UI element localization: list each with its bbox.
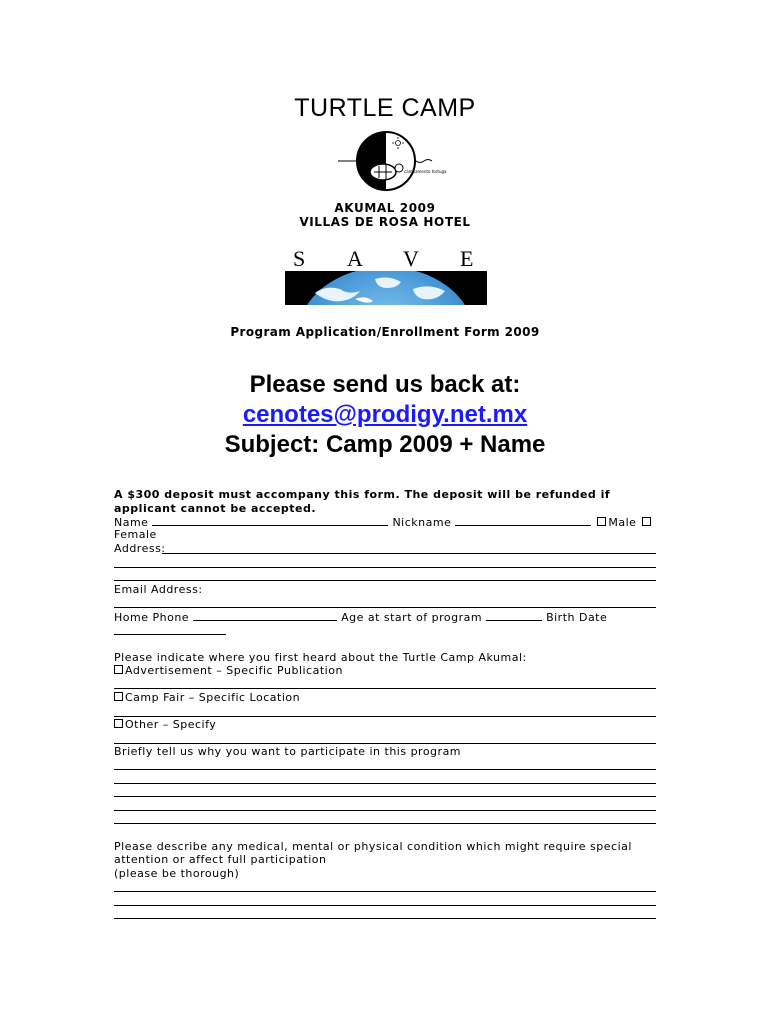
email-label: Email Address: bbox=[114, 583, 203, 596]
male-checkbox[interactable] bbox=[597, 517, 606, 526]
deposit-notice: A $300 deposit must accompany this form. The deposit will be refunded if applicant cannot be accepted. bbox=[114, 488, 611, 515]
female-label: Female bbox=[114, 528, 157, 541]
page-title: TURTLE CAMP bbox=[294, 94, 476, 122]
medical-prompt-line-1: Please describe any medical, mental or physical condition which might require special bbox=[114, 840, 632, 853]
camp-fair-label: Camp Fair – Specific Location bbox=[125, 691, 301, 704]
location-line-2: VILLAS DE ROSA HOTEL bbox=[299, 215, 471, 229]
age-input-line[interactable] bbox=[486, 610, 542, 621]
medical-prompt-line-3: (please be thorough) bbox=[114, 867, 240, 880]
contact-email-link[interactable]: cenotes@prodigy.net.mx bbox=[242, 401, 528, 428]
male-label: Male bbox=[608, 516, 637, 529]
medical-prompt-line-2: attention or affect full participation bbox=[114, 853, 327, 866]
email-input-line[interactable] bbox=[114, 607, 656, 608]
other-checkbox[interactable] bbox=[114, 719, 123, 728]
heard-option-other bbox=[114, 718, 659, 732]
address-label: Address: bbox=[114, 542, 166, 555]
send-back-heading: Please send us back at: bbox=[249, 371, 521, 398]
why-input-line-2[interactable] bbox=[114, 783, 656, 784]
advertisement-input-line[interactable] bbox=[114, 688, 656, 689]
heard-option-camp-fair bbox=[114, 691, 659, 705]
location-line-1: AKUMAL 2009 bbox=[334, 201, 436, 215]
save-letter-e: E bbox=[460, 246, 474, 271]
address-input-line-3[interactable] bbox=[114, 580, 656, 581]
why-input-line-5[interactable] bbox=[114, 823, 656, 824]
why-input-line-4[interactable] bbox=[114, 810, 656, 811]
name-label: Name bbox=[114, 516, 149, 529]
birth-date-label: Birth Date bbox=[546, 611, 608, 624]
heard-option-advertisement bbox=[114, 664, 659, 678]
save-letter-s: S bbox=[293, 246, 306, 271]
turtle-logo-text: campamento tortuga bbox=[404, 169, 447, 174]
form-title: Program Application/Enrollment Form 2009 bbox=[230, 325, 540, 339]
other-label: Other – Specify bbox=[125, 718, 217, 731]
nickname-label: Nickname bbox=[392, 516, 452, 529]
address-input-line-1[interactable] bbox=[162, 553, 656, 554]
home-phone-input-line[interactable] bbox=[193, 610, 337, 621]
address-input-line-2[interactable] bbox=[114, 567, 656, 568]
subject-line: Subject: Camp 2009 + Name bbox=[224, 431, 546, 458]
medical-input-line-1[interactable] bbox=[114, 891, 656, 892]
camp-fair-input-line[interactable] bbox=[114, 716, 656, 717]
phone-row bbox=[114, 610, 659, 625]
camp-fair-checkbox[interactable] bbox=[114, 692, 123, 701]
save-letter-a: A bbox=[347, 246, 363, 271]
nickname-input-line[interactable] bbox=[455, 515, 591, 526]
save-logo bbox=[285, 243, 487, 305]
age-label: Age at start of program bbox=[341, 611, 483, 624]
medical-input-line-2[interactable] bbox=[114, 905, 656, 906]
why-input-line-1[interactable] bbox=[114, 769, 656, 770]
contact-email-line bbox=[0, 401, 770, 429]
heard-prompt: Please indicate where you first heard about the Turtle Camp Akumal: bbox=[114, 651, 527, 664]
why-prompt: Briefly tell us why you want to participate in this program bbox=[114, 745, 462, 758]
advertisement-label: Advertisement – Specific Publication bbox=[125, 664, 343, 677]
turtle-logo bbox=[334, 126, 447, 200]
female-checkbox[interactable] bbox=[642, 517, 651, 526]
why-input-line-3[interactable] bbox=[114, 796, 656, 797]
medical-input-line-3[interactable] bbox=[114, 918, 656, 919]
save-letter-v: V bbox=[403, 246, 419, 271]
birth-date-input-line[interactable] bbox=[114, 634, 226, 635]
turtle-logo-graphic bbox=[338, 132, 432, 190]
other-input-line[interactable] bbox=[114, 743, 656, 744]
advertisement-checkbox[interactable] bbox=[114, 665, 123, 674]
name-input-line[interactable] bbox=[152, 515, 388, 526]
home-phone-label: Home Phone bbox=[114, 611, 190, 624]
